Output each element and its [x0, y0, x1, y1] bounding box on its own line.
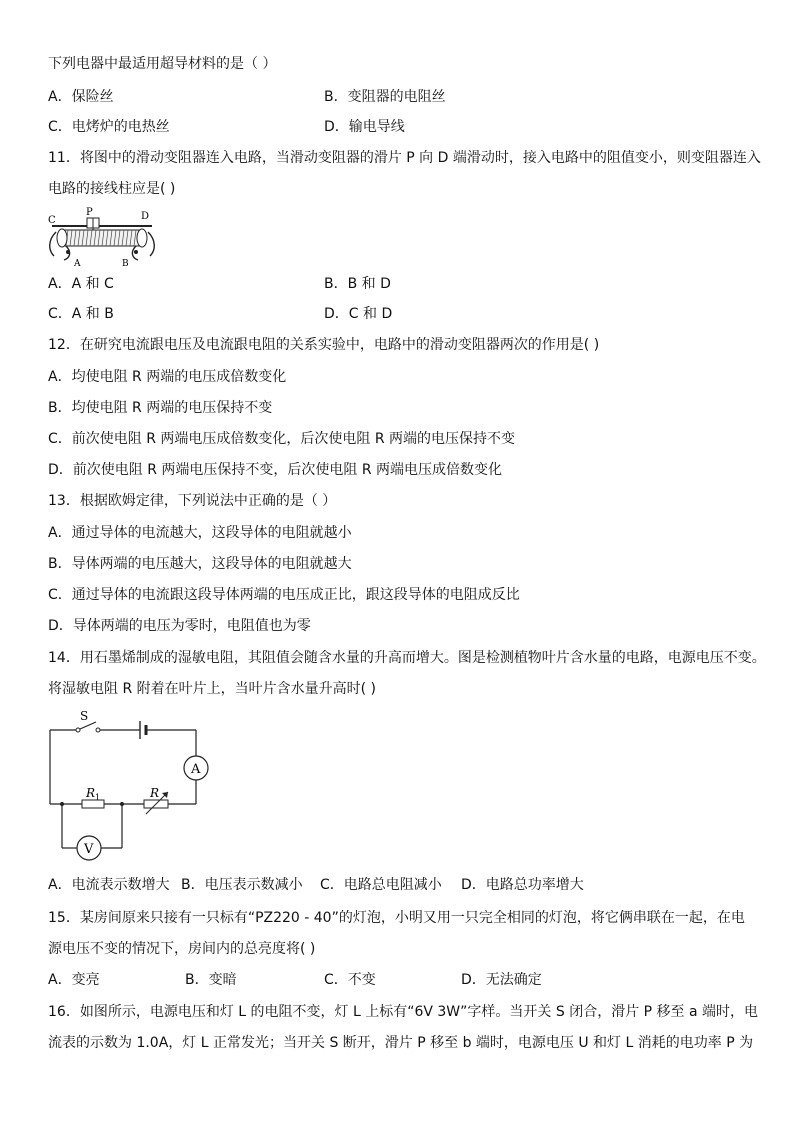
q11-stem-line1: 11．将图中的滑动变阻器连入电路，当滑动变阻器的滑片 P 向 D 端滑动时，接入电路中的阻值变小，则变阻器连入	[48, 150, 761, 166]
switch-s-label: S	[80, 709, 89, 723]
q13-option-b: B．导体两端的电压越大，这段导体的电阻就越大	[48, 556, 352, 572]
q15-option-b: B．变暗	[185, 972, 237, 988]
terminal-d-label: D	[141, 211, 150, 222]
q16-stem-line2: 流表的示数为 1.0A，灯 L 正常发光；当开关 S 断开，滑片 P 移至 b 端时，电源电压 U 和灯 L 消耗的电功率 P 为	[48, 1035, 754, 1051]
q15-option-a: A．变亮	[48, 972, 100, 988]
terminal-a-label: A	[74, 259, 81, 268]
terminal-c-label: C	[48, 215, 56, 226]
q12-option-c: C．前次使电阻 R 两端电压成倍数变化，后次使电阻 R 两端的电压保持不变	[48, 431, 516, 447]
slider-p-label: P	[86, 207, 93, 218]
q14-option-d: D．电路总功率增大	[461, 877, 584, 893]
q12-option-a: A．均使电阻 R 两端的电压成倍数变化	[48, 369, 287, 385]
humidity-circuit-diagram	[44, 708, 216, 864]
voltmeter-v-label: V	[84, 842, 94, 857]
q12-option-b: B．均使电阻 R 两端的电压保持不变	[48, 400, 273, 416]
q13-option-a: A．通过导体的电流越大，这段导体的电阻就越小	[48, 525, 352, 541]
terminal-b-label: B	[122, 259, 129, 268]
sliding-rheostat-figure	[46, 206, 158, 268]
q15-option-d: D．无法确定	[461, 972, 542, 988]
q13-option-c: C．通过导体的电流跟这段导体两端的电压成正比，跟这段导体的电阻成反比	[48, 587, 520, 603]
r1-label: $R_1$	[86, 786, 101, 802]
q10-option-d: D．输电导线	[324, 119, 405, 135]
q14-stem-line2: 将湿敏电阻 R 附着在叶片上，当叶片含水量升高时( )	[48, 681, 377, 697]
q12-stem: 12．在研究电流跟电压及电流跟电阻的关系实验中，电路中的滑动变阻器两次的作用是( )	[48, 337, 600, 353]
q15-option-c: C．不变	[324, 972, 376, 988]
q15-stem-line1: 15．某房间原来只接有一只标有“PZ220 - 40”的灯泡，小明又用一只完全相同的灯泡，将它俩串联在一起，在电	[48, 910, 745, 926]
q12-option-d: D．前次使电阻 R 两端电压保持不变，后次使电阻 R 两端电压成倍数变化	[48, 462, 503, 478]
q10-option-a: A．保险丝	[48, 89, 114, 105]
q10-option-c: C．电烤炉的电热丝	[48, 119, 170, 135]
resistor-r1	[82, 800, 104, 808]
q10-stem: 下列电器中最适用超导材料的是（ ）	[48, 56, 277, 72]
q13-option-d: D．导体两端的电压为零时，电阻值也为零	[48, 618, 311, 634]
q14-option-b: B．电压表示数减小	[181, 877, 303, 893]
q13-stem: 13．根据欧姆定律，下列说法中正确的是（ ）	[48, 493, 337, 509]
q14-stem-line1: 14．用石墨烯制成的湿敏电阻，其阻值会随含水量的升高而增大。图是检测植物叶片含水量的电路，电源电压不变。	[48, 650, 766, 666]
q15-stem-line2: 源电压不变的情况下，房间内的总亮度将( )	[48, 941, 316, 957]
q11-option-c: C．A 和 B	[48, 306, 114, 322]
q16-stem-line1: 16．如图所示，电源电压和灯 L 的电阻不变，灯 L 上标有“6V 3W”字样。当开关 S 闭合，滑片 P 移至 a 端时，电	[48, 1004, 759, 1020]
q10-option-b: B．变阻器的电阻丝	[324, 89, 446, 105]
q14-option-a: A．电流表示数增大	[48, 877, 170, 893]
q11-option-d: D．C 和 D	[324, 306, 393, 322]
switch-blade	[80, 722, 96, 729]
ammeter-a-label: A	[191, 762, 201, 777]
q11-option-a: A．A 和 C	[48, 276, 114, 292]
r-label: R	[150, 786, 160, 800]
q14-option-c: C．电路总电阻减小	[320, 877, 442, 893]
q11-stem-line2: 电路的接线柱应是( )	[48, 181, 176, 197]
q11-option-b: B．B 和 D	[324, 276, 391, 292]
